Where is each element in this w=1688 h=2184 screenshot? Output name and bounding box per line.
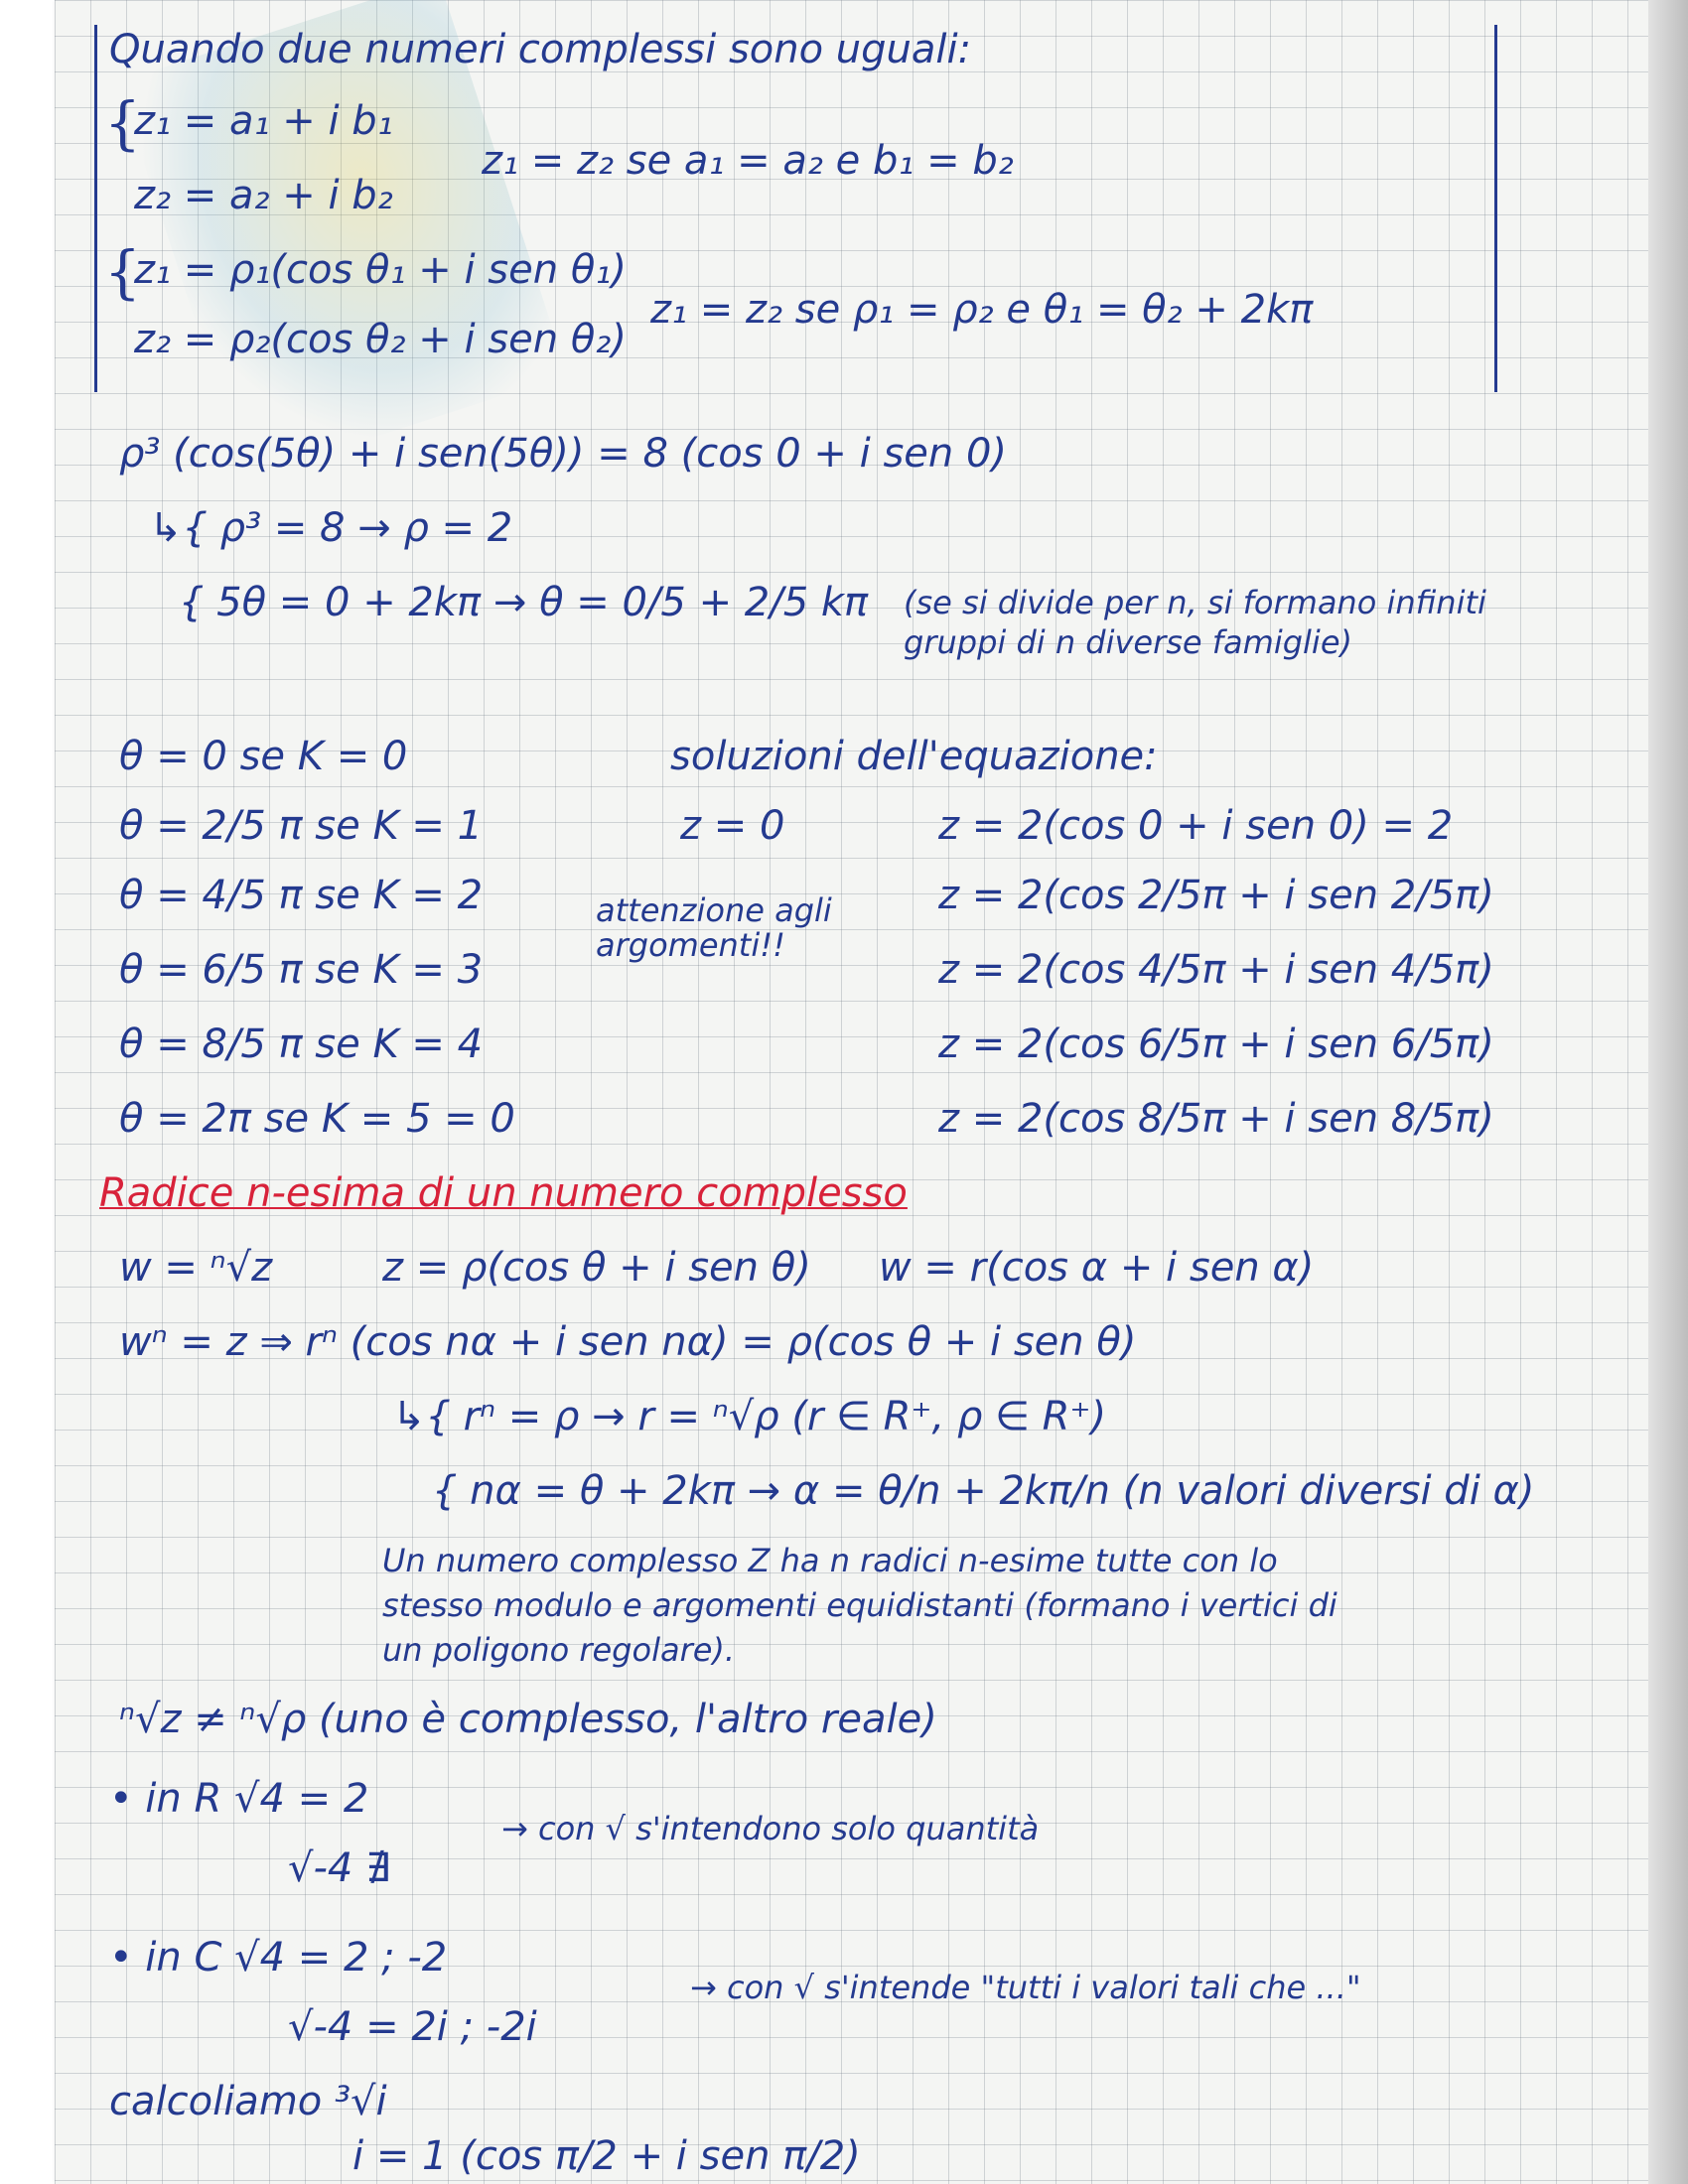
modulus-condition: ↳{ rⁿ = ρ → r = ⁿ√ρ (r ∈ R⁺, ρ ∈ R⁺): [392, 1394, 1107, 1439]
solution-zero: z = 0: [680, 803, 785, 849]
theta-k2: θ = 4/5 π se K = 2: [119, 873, 484, 918]
theta-k0: θ = 0 se K = 0: [119, 734, 408, 779]
trigonometric-condition: z₁ = z₂ se ρ₁ = ρ₂ e θ₁ = θ₂ + 2kπ: [650, 287, 1314, 333]
notebook-page: [55, 0, 1648, 2184]
theta-k3: θ = 6/5 π se K = 3: [119, 947, 484, 993]
calc-cube-root-i: calcoliamo ³√i: [109, 2079, 387, 2124]
page-edge-shadow: [1648, 0, 1688, 2184]
paragraph-line-2: stesso modulo e argomenti equidistanti (formano i vertici di: [382, 1586, 1337, 1624]
theta-k4: θ = 8/5 π se K = 4: [119, 1022, 484, 1067]
equation-rho-cubed: ρ³ (cos(5θ) + i sen(5θ)) = 8 (cos 0 + i sen 0): [119, 431, 1008, 477]
w-power-equation: wⁿ = z ⇒ rⁿ (cos nα + i sen nα) = ρ(cos θ + i sen θ): [119, 1319, 1137, 1365]
note-families-1: (se si divide per n, si formano infiniti: [904, 584, 1486, 621]
theta-k5: θ = 2π se K = 5 = 0: [119, 1096, 515, 1142]
w-definition: w = ⁿ√z: [119, 1245, 273, 1291]
equality-header: Quando due numeri complessi sono uguali:: [109, 27, 972, 72]
note-families-2: gruppi di n diverse famiglie): [904, 623, 1352, 661]
in-complex-line-1: • in C √4 = 2 ; -2: [109, 1935, 448, 1980]
w-polar: w = r(cos α + i sen α): [879, 1245, 1315, 1291]
z1-trigonometric: z₁ = ρ₁(cos θ₁ + i sen θ₁): [134, 247, 627, 293]
attention-note: attenzione agli argomenti!!: [596, 891, 832, 965]
in-complex-line-2: √-4 = 2i ; -2i: [288, 2004, 537, 2050]
z2-algebraic: z₂ = a₂ + i b₂: [134, 173, 393, 218]
frame-left: [94, 25, 97, 392]
in-reals-note: → con √ s'intendono solo quantità: [501, 1810, 1040, 1847]
argument-condition: { nα = θ + 2kπ → α = θ/n + 2kπ/n (n valori diversi di α): [432, 1468, 1535, 1514]
paragraph-line-3: un poligono regolare).: [382, 1631, 736, 1669]
z1-algebraic: z₁ = a₁ + i b₁: [134, 98, 393, 144]
brace-2: {: [104, 238, 141, 306]
z2-trigonometric: z₂ = ρ₂(cos θ₂ + i sen θ₂): [134, 317, 627, 362]
solution-4: z = 2(cos 6/5π + i sen 6/5π): [938, 1022, 1494, 1067]
solution-1: z = 2(cos 0 + i sen 0) = 2: [938, 803, 1454, 849]
i-polar-form: i = 1 (cos π/2 + i sen π/2): [352, 2133, 861, 2179]
rho-solution: ↳{ ρ³ = 8 → ρ = 2: [149, 505, 513, 551]
section-title-nth-root: Radice n-esima di un numero complesso: [99, 1170, 908, 1216]
solution-3: z = 2(cos 4/5π + i sen 4/5π): [938, 947, 1494, 993]
algebraic-condition: z₁ = z₂ se a₁ = a₂ e b₁ = b₂: [482, 138, 1014, 184]
solution-2: z = 2(cos 2/5π + i sen 2/5π): [938, 873, 1494, 918]
frame-right: [1494, 25, 1497, 392]
theta-k1: θ = 2/5 π se K = 1: [119, 803, 484, 849]
in-complex-note: → con √ s'intende "tutti i valori tali che ...": [690, 1969, 1361, 2006]
brace-1: {: [104, 89, 141, 157]
theta-solution: { 5θ = 0 + 2kπ → θ = 0/5 + 2/5 kπ: [179, 580, 869, 625]
z-polar: z = ρ(cos θ + i sen θ): [382, 1245, 811, 1291]
root-inequality: ⁿ√z ≠ ⁿ√ρ (uno è complesso, l'altro reale): [119, 1697, 937, 1742]
in-reals-line-1: • in R √4 = 2: [109, 1776, 369, 1822]
solutions-label: soluzioni dell'equazione:: [670, 734, 1158, 779]
solution-5: z = 2(cos 8/5π + i sen 8/5π): [938, 1096, 1494, 1142]
in-reals-line-2: √-4 ∄: [288, 1845, 391, 1891]
paragraph-line-1: Un numero complesso Z ha n radici n-esime tutte con lo: [382, 1542, 1278, 1579]
